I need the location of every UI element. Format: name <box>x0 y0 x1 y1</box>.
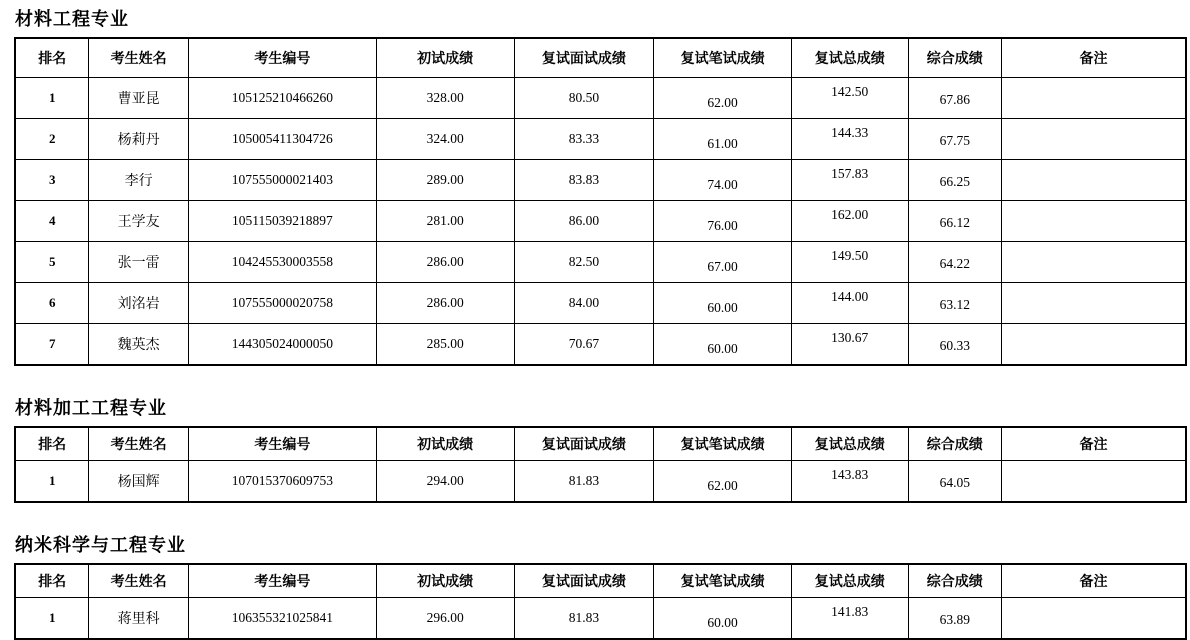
header-cell: 复试总成绩 <box>791 564 908 598</box>
table-cell: 83.33 <box>514 119 654 160</box>
header-cell: 备注 <box>1002 564 1187 598</box>
table-cell: 1 <box>15 78 89 119</box>
table-cell: 106355321025841 <box>188 598 376 640</box>
header-cell: 复试面试成绩 <box>514 38 654 78</box>
table-cell: 104245530003558 <box>188 242 376 283</box>
section-title: 材料加工工程专业 <box>15 398 167 418</box>
header-cell: 综合成绩 <box>908 427 1001 461</box>
section-materials-processing-engineering <box>14 397 1190 503</box>
table-cell: 60.33 <box>908 324 1001 366</box>
header-cell: 综合成绩 <box>908 38 1001 78</box>
table-cell: 62.00 <box>654 461 792 503</box>
table-cell: 105115039218897 <box>188 201 376 242</box>
header-cell: 备注 <box>1002 38 1187 78</box>
table-body <box>15 78 1186 366</box>
table-cell: 107015370609753 <box>188 461 376 503</box>
table-cell: 328.00 <box>376 78 514 119</box>
header-cell: 考生姓名 <box>89 564 189 598</box>
table-cell: 64.22 <box>908 242 1001 283</box>
table-cell: 63.12 <box>908 283 1001 324</box>
table-cell <box>1002 201 1187 242</box>
table-cell: 67.00 <box>654 242 792 283</box>
table-cell: 289.00 <box>376 160 514 201</box>
header-cell: 复试面试成绩 <box>514 564 654 598</box>
table-row <box>15 242 1186 283</box>
table-row <box>15 78 1186 119</box>
table-cell: 84.00 <box>514 283 654 324</box>
table-cell: 143.83 <box>791 461 908 503</box>
table-cell: 144.33 <box>791 119 908 160</box>
table-cell: 1 <box>15 461 89 503</box>
table-cell: 105005411304726 <box>188 119 376 160</box>
table-cell: 294.00 <box>376 461 514 503</box>
table-cell: 60.00 <box>654 283 792 324</box>
header-cell: 排名 <box>15 38 89 78</box>
table-cell: 74.00 <box>654 160 792 201</box>
table-cell: 296.00 <box>376 598 514 640</box>
table-cell: 60.00 <box>654 598 792 640</box>
table-cell: 83.83 <box>514 160 654 201</box>
table-cell: 86.00 <box>514 201 654 242</box>
table-cell: 6 <box>15 283 89 324</box>
table-cell: 130.67 <box>791 324 908 366</box>
table-cell <box>1002 242 1187 283</box>
header-cell: 排名 <box>15 564 89 598</box>
table-cell: 144.00 <box>791 283 908 324</box>
table-row <box>15 283 1186 324</box>
table-cell: 61.00 <box>654 119 792 160</box>
table-cell: 杨国辉 <box>89 461 189 503</box>
table-cell <box>1002 160 1187 201</box>
header-row <box>15 38 1186 78</box>
table-cell: 杨莉丹 <box>89 119 189 160</box>
header-row <box>15 564 1186 598</box>
header-cell: 复试笔试成绩 <box>654 38 792 78</box>
header-cell: 排名 <box>15 427 89 461</box>
header-cell: 考生编号 <box>188 427 376 461</box>
table-cell: 67.86 <box>908 78 1001 119</box>
results-table <box>14 37 1187 366</box>
table-cell <box>1002 78 1187 119</box>
header-cell: 复试笔试成绩 <box>654 427 792 461</box>
table-cell: 107555000021403 <box>188 160 376 201</box>
section-nano-science-engineering <box>14 534 1190 640</box>
section-title: 材料工程专业 <box>15 9 129 29</box>
header-cell: 复试面试成绩 <box>514 427 654 461</box>
table-cell: 285.00 <box>376 324 514 366</box>
header-cell: 备注 <box>1002 427 1187 461</box>
table-row <box>15 201 1186 242</box>
table-cell: 刘洺岩 <box>89 283 189 324</box>
table-cell <box>1002 119 1187 160</box>
table-cell: 62.00 <box>654 78 792 119</box>
table-cell: 162.00 <box>791 201 908 242</box>
table-cell: 324.00 <box>376 119 514 160</box>
table-cell <box>1002 283 1187 324</box>
table-cell: 141.83 <box>791 598 908 640</box>
table-cell: 82.50 <box>514 242 654 283</box>
header-cell: 初试成绩 <box>376 564 514 598</box>
header-cell: 复试总成绩 <box>791 38 908 78</box>
table-row <box>15 461 1186 503</box>
table-row <box>15 160 1186 201</box>
header-cell: 考生姓名 <box>89 427 189 461</box>
table-cell: 4 <box>15 201 89 242</box>
table-cell: 80.50 <box>514 78 654 119</box>
table-cell: 曹亚昆 <box>89 78 189 119</box>
table-header <box>15 564 1186 598</box>
table-cell: 张一雷 <box>89 242 189 283</box>
table-cell: 64.05 <box>908 461 1001 503</box>
table-cell: 286.00 <box>376 283 514 324</box>
table-cell: 63.89 <box>908 598 1001 640</box>
table-header <box>15 427 1186 461</box>
table-cell: 76.00 <box>654 201 792 242</box>
header-cell: 初试成绩 <box>376 38 514 78</box>
header-row <box>15 427 1186 461</box>
section-title: 纳米科学与工程专业 <box>15 535 186 555</box>
table-cell: 107555000020758 <box>188 283 376 324</box>
table-cell: 魏英杰 <box>89 324 189 366</box>
table-header <box>15 38 1186 78</box>
table-cell: 144305024000050 <box>188 324 376 366</box>
table-cell: 3 <box>15 160 89 201</box>
table-body <box>15 461 1186 503</box>
table-cell <box>1002 461 1187 503</box>
table-cell: 286.00 <box>376 242 514 283</box>
header-cell: 初试成绩 <box>376 427 514 461</box>
table-cell: 60.00 <box>654 324 792 366</box>
table-cell: 67.75 <box>908 119 1001 160</box>
table-body <box>15 598 1186 640</box>
header-cell: 考生姓名 <box>89 38 189 78</box>
table-cell: 142.50 <box>791 78 908 119</box>
table-cell: 157.83 <box>791 160 908 201</box>
header-cell: 综合成绩 <box>908 564 1001 598</box>
table-cell: 5 <box>15 242 89 283</box>
header-cell: 考生编号 <box>188 564 376 598</box>
table-row <box>15 598 1186 640</box>
table-cell: 81.83 <box>514 461 654 503</box>
table-cell: 81.83 <box>514 598 654 640</box>
table-cell: 蒋里科 <box>89 598 189 640</box>
section-materials-engineering <box>14 8 1190 366</box>
table-row <box>15 324 1186 366</box>
table-cell: 66.25 <box>908 160 1001 201</box>
table-cell: 149.50 <box>791 242 908 283</box>
table-cell: 70.67 <box>514 324 654 366</box>
results-table <box>14 563 1187 640</box>
header-cell: 复试笔试成绩 <box>654 564 792 598</box>
table-cell: 王学友 <box>89 201 189 242</box>
table-cell: 281.00 <box>376 201 514 242</box>
header-cell: 复试总成绩 <box>791 427 908 461</box>
table-cell <box>1002 598 1187 640</box>
table-cell: 李行 <box>89 160 189 201</box>
table-cell: 66.12 <box>908 201 1001 242</box>
table-cell: 7 <box>15 324 89 366</box>
table-row <box>15 119 1186 160</box>
table-cell: 105125210466260 <box>188 78 376 119</box>
table-cell: 1 <box>15 598 89 640</box>
table-cell <box>1002 324 1187 366</box>
table-cell: 2 <box>15 119 89 160</box>
results-table <box>14 426 1187 503</box>
header-cell: 考生编号 <box>188 38 376 78</box>
